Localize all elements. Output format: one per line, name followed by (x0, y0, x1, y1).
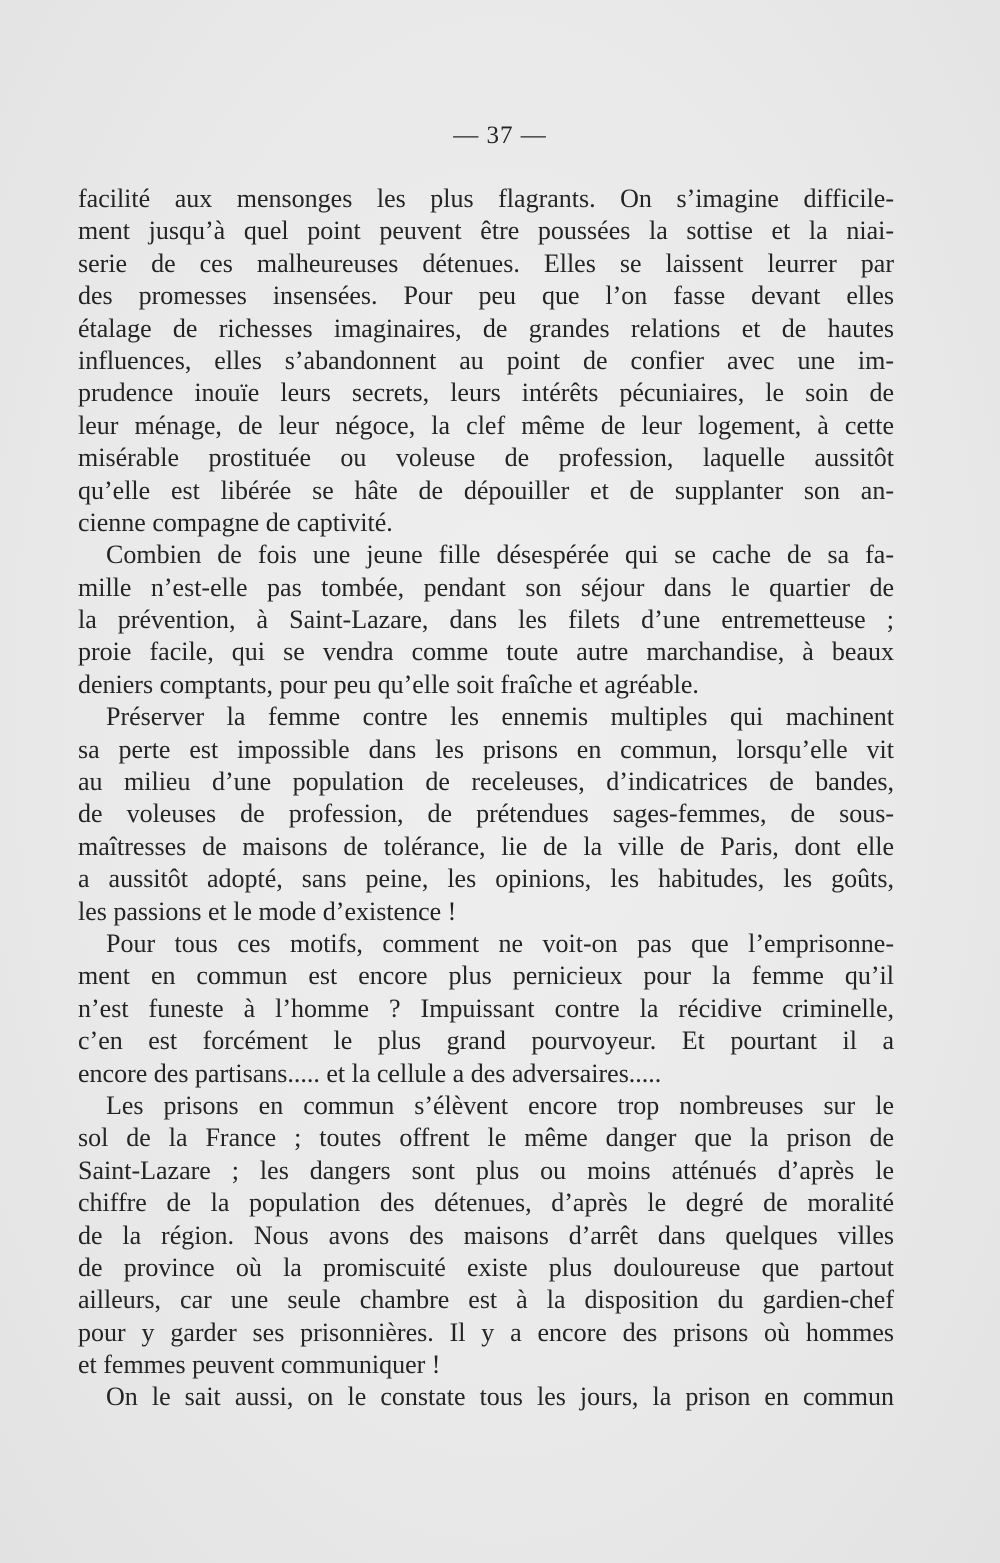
text-line: la prévention, à Saint-Lazare, dans les filets d’une entremetteuse ; (78, 605, 894, 635)
text-line: ment jusqu’à quel point peuvent être poussées la sottise et la niai- (78, 216, 894, 246)
text-line: deniers comptants, pour peu qu’elle soit fraîche et agréable. (78, 669, 699, 699)
text-line: facilité aux mensonges les plus flagrants. On s’imagine difficile- (78, 184, 894, 213)
text-line: serie de ces malheureuses détenues. Elles se laissent leurrer par (78, 248, 894, 278)
text-line: Pour tous ces motifs, comment ne voit-on pas que l’emprisonne- (106, 928, 894, 958)
text-line: leur ménage, de leur négoce, la clef même de leur logement, à cette (78, 410, 894, 440)
text-line: Préserver la femme contre les ennemis multiples qui machinent (106, 702, 894, 732)
text-line: sol de la France ; toutes offrent le même danger que la prison de (78, 1123, 894, 1153)
text-line: et femmes peuvent communiquer ! (78, 1350, 441, 1380)
text-line: des promesses insensées. Pour peu que l’on fasse devant elles (78, 281, 894, 311)
text-line: ment en commun est encore plus pernicieux pour la femme qu’il (78, 961, 894, 991)
text-line: encore des partisans..... et la cellule a des adversaires..... (78, 1058, 662, 1088)
text-line: n’est funeste à l’homme ? Impuissant contre la récidive criminelle, (78, 993, 894, 1023)
text-line: prudence inouïe leurs secrets, leurs intérêts pécuniaires, le soin de (78, 378, 894, 408)
text-line: a aussitôt adopté, sans peine, les opinions, les habitudes, les goûts, (78, 864, 894, 894)
text-line: maîtresses de maisons de tolérance, lie de la ville de Paris, dont elle (78, 831, 894, 861)
text-line: cienne compagne de captivité. (78, 507, 393, 537)
text-line: au milieu d’une population de receleuses, d’indicatrices de bandes, (78, 767, 894, 797)
text-line: de voleuses de profession, de prétendues sages-femmes, de sous- (78, 799, 894, 829)
text-line: On le sait aussi, on le constate tous les jours, la prison en commun (106, 1382, 894, 1412)
text-line: influences, elles s’abandonnent au point de confier avec une im- (78, 345, 894, 375)
text-line: sa perte est impossible dans les prisons en commun, lorsqu’elle vit (78, 734, 894, 764)
body-text (78, 183, 894, 1414)
text-line: de la région. Nous avons des maisons d’arrêt dans quelques villes (78, 1220, 894, 1250)
text-line: mille n’est-elle pas tombée, pendant son séjour dans le quartier de (78, 572, 894, 602)
text-line: Les prisons en commun s’élèvent encore trop nombreuses sur le (106, 1090, 894, 1120)
text-line: proie facile, qui se vendra comme toute autre marchandise, à beaux (78, 637, 894, 667)
page-number: — 37 — (453, 122, 547, 149)
text-line: chiffre de la population des détenues, d’après le degré de moralité (78, 1188, 894, 1218)
text-line: étalage de richesses imaginaires, de grandes relations et de hautes (78, 313, 894, 343)
text-line: c’en est forcément le plus grand pourvoyeur. Et pourtant il a (78, 1026, 894, 1056)
text-line: ailleurs, car une seule chambre est à la disposition du gardien-chef (78, 1285, 894, 1315)
text-line: Combien de fois une jeune fille désespérée qui se cache de sa fa- (106, 540, 894, 570)
text-line: de province où la promiscuité existe plus douloureuse que partout (78, 1252, 894, 1282)
text-line: qu’elle est libérée se hâte de dépouiller et de supplanter son an- (78, 475, 894, 505)
text-line: les passions et le mode d’existence ! (78, 896, 457, 926)
text-line: pour y garder ses prisonnières. Il y a encore des prisons où hommes (78, 1317, 894, 1347)
text-line: Saint-Lazare ; les dangers sont plus ou moins atténués d’après le (78, 1155, 894, 1185)
text-line: misérable prostituée ou voleuse de profession, laquelle aussitôt (78, 443, 894, 473)
